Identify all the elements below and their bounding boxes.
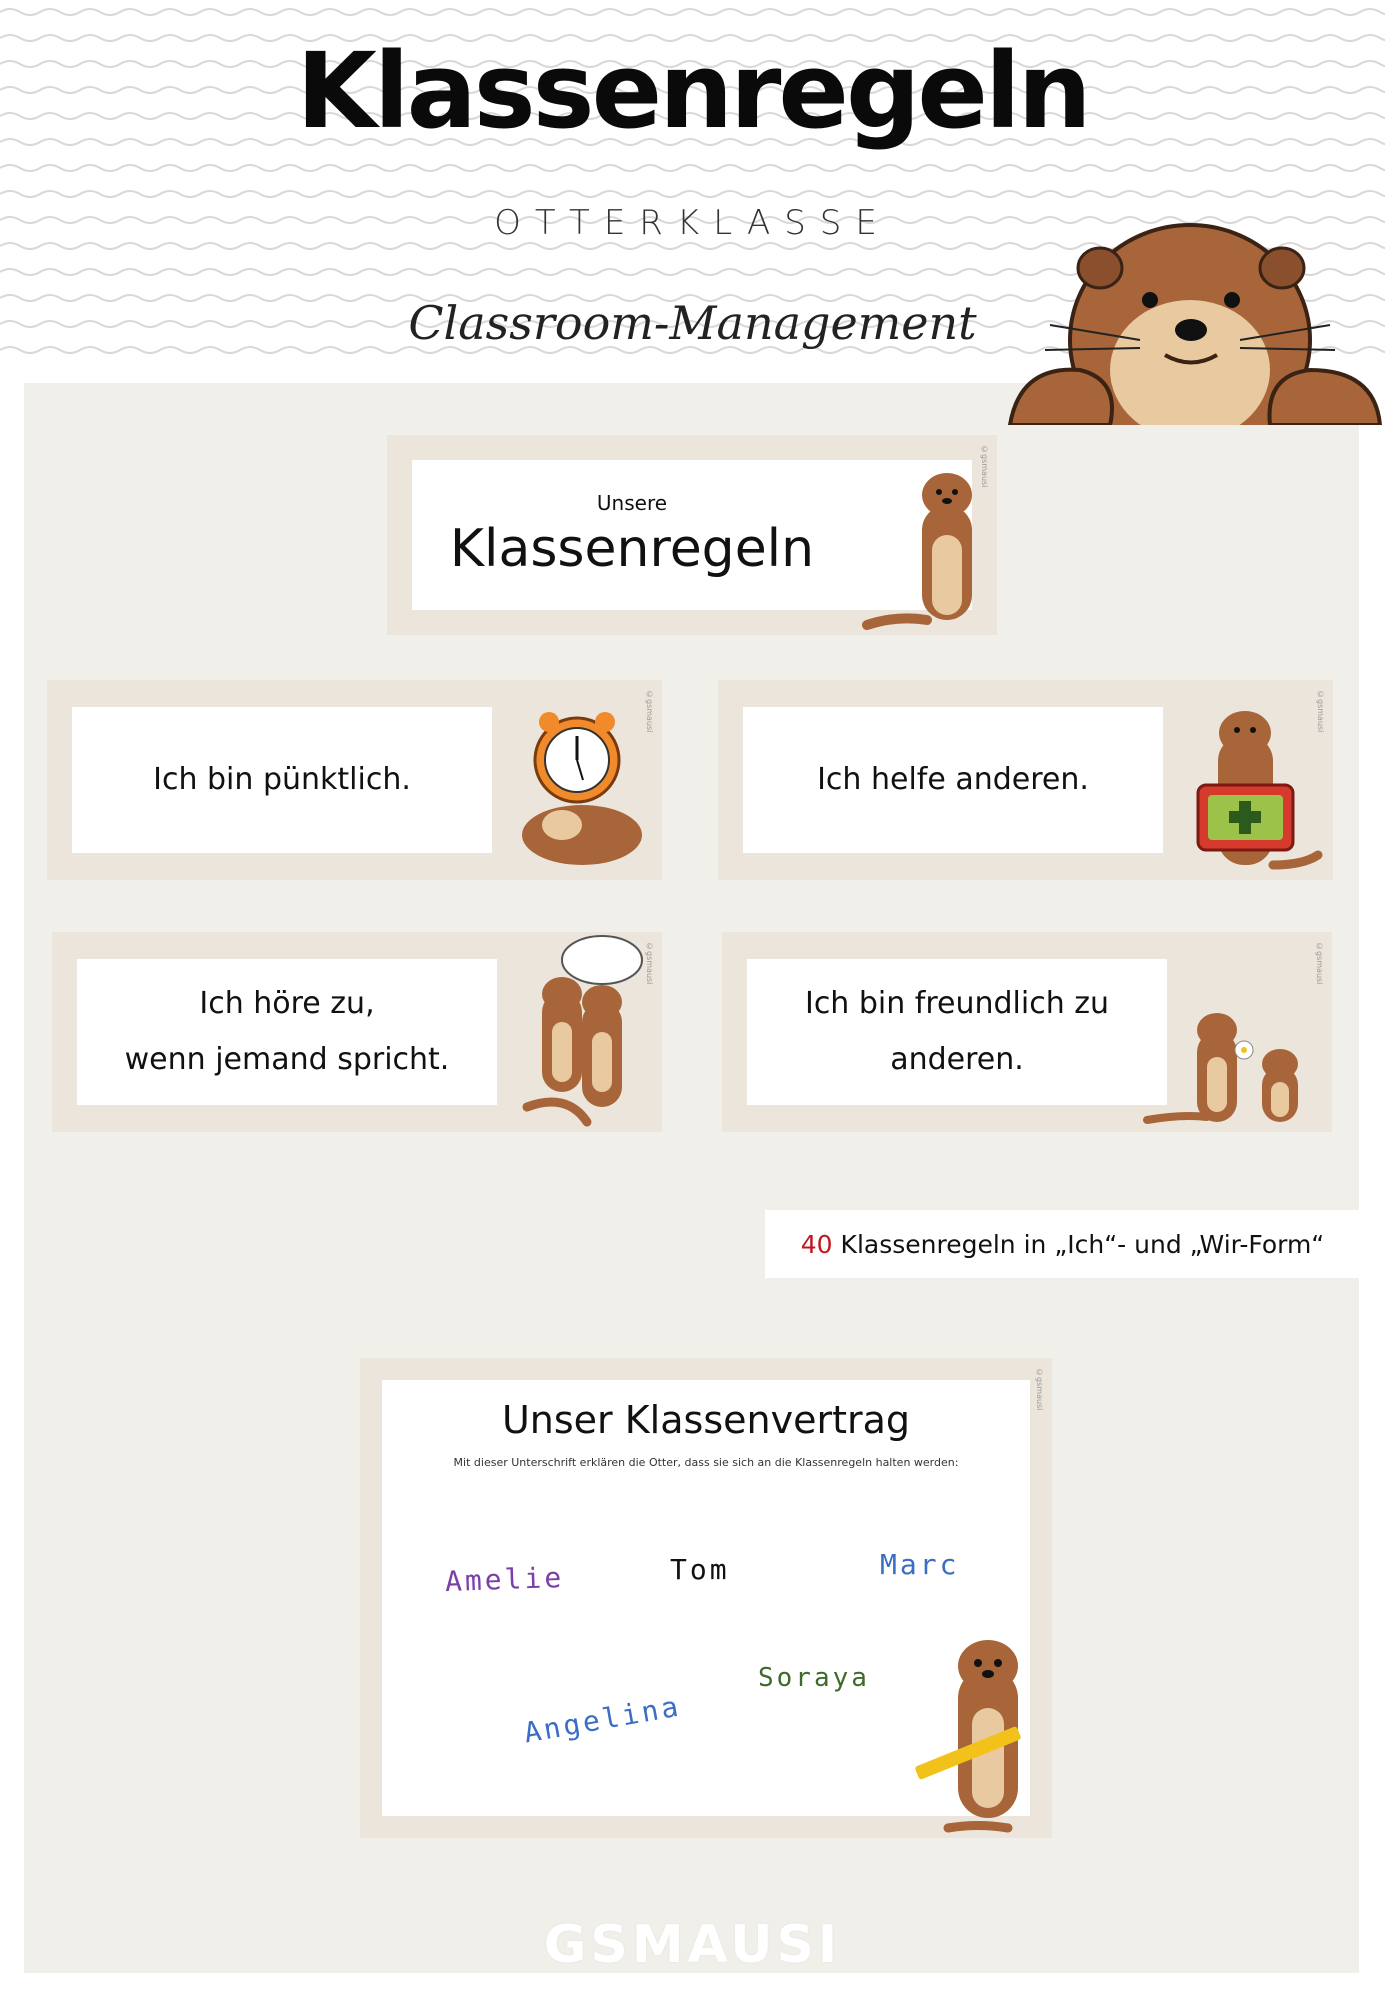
rule-card: [722, 932, 1332, 1132]
banner-card: [387, 435, 997, 635]
banner-card-large-text: Klassenregeln: [449, 519, 815, 579]
rule-text-line: Ich bin freundlich zu: [804, 986, 1110, 1021]
otters-speech-bubble-illustration: [507, 932, 657, 1132]
banner-card-small-text: Unsere: [596, 491, 668, 515]
script-subtitle: Classroom-Management: [408, 296, 977, 350]
brand-logo: GSMAUSI: [543, 1915, 842, 1975]
card-watermark: ©gsmausi: [645, 690, 654, 733]
signature: Angelina: [521, 1689, 684, 1750]
rules-count-badge: [765, 1210, 1360, 1278]
card-watermark: ©gsmausi: [980, 445, 989, 488]
contract-card: [360, 1358, 1052, 1838]
otter-first-aid-kit-illustration: [1173, 705, 1323, 875]
rule-text: Ich bin pünktlich.: [153, 762, 411, 797]
rules-count-number: 40: [800, 1229, 833, 1259]
rule-card-inner: [72, 707, 492, 853]
rule-card-inner: [747, 959, 1167, 1105]
signature: Soraya: [758, 1663, 870, 1693]
rule-text-line: anderen.: [890, 1042, 1024, 1077]
otter-mascot-illustration: [1000, 190, 1385, 425]
otter-with-pencil-illustration: [888, 1628, 1038, 1833]
signature: Tom: [670, 1553, 730, 1586]
rules-count-text: Klassenregeln in „Ich“- und „Wir-Form“: [840, 1229, 1325, 1259]
rule-text-line: Ich höre zu,: [199, 986, 375, 1021]
card-watermark: ©gsmausi: [1315, 942, 1324, 985]
rule-card: [718, 680, 1333, 880]
page-subtitle: OTTERKLASSE: [494, 203, 891, 243]
otters-with-flower-illustration: [1142, 1002, 1327, 1127]
signature: Marc: [880, 1548, 960, 1581]
rule-text-line: wenn jemand spricht.: [124, 1042, 450, 1077]
otter-alarm-clock-illustration: [507, 700, 652, 870]
rule-card-inner: [743, 707, 1163, 853]
rule-card: [52, 932, 662, 1132]
otter-standing-illustration: [857, 465, 987, 630]
rule-card-inner: [77, 959, 497, 1105]
card-watermark: ©gsmausi: [1035, 1368, 1044, 1411]
contract-subtitle: Mit dieser Unterschrift erklären die Otter, dass sie sich an die Klassenregeln halten werden:: [453, 1456, 959, 1469]
card-watermark: ©gsmausi: [1316, 690, 1325, 733]
contract-title: Unser Klassenvertrag: [501, 1398, 911, 1442]
wave-line: [0, 165, 1385, 171]
signature: Amelie: [444, 1560, 565, 1599]
rule-text: Ich helfe anderen.: [817, 762, 1089, 797]
page-title: Klassenregeln: [296, 30, 1089, 152]
wave-line: [0, 9, 1385, 15]
card-watermark: ©gsmausi: [645, 942, 654, 985]
rule-card: [47, 680, 662, 880]
